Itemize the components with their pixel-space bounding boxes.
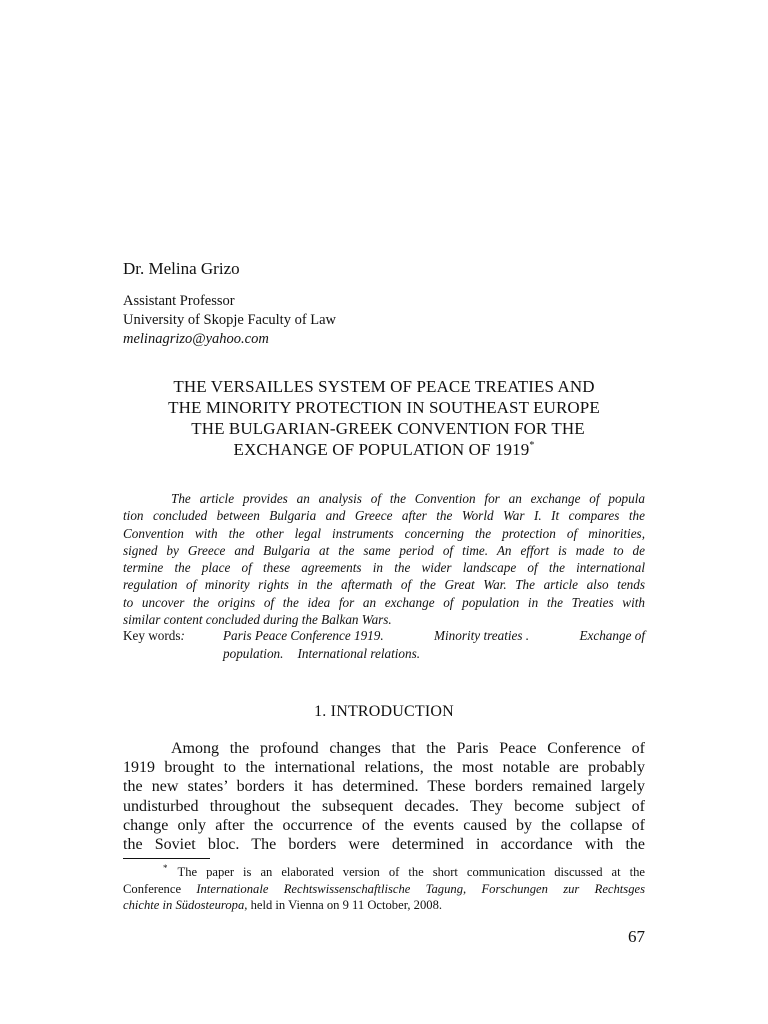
page-number: 67 [628, 927, 645, 946]
footnote-line [123, 881, 645, 898]
abstract-line: tion concluded between Bulgaria and Greece after the World War I. It compares the [123, 508, 645, 524]
body-paragraph [123, 739, 645, 854]
title-line-last [120, 439, 648, 460]
keywords-label-wrap [123, 627, 185, 645]
abstract-line: The article provides an analysis of the Convention for an exchange of popula [171, 491, 645, 506]
footnote-text: The paper is an elaborated version of the short communication discussed at the [177, 865, 645, 879]
body-line: undisturbed throughout the subsequent decades. They become subject of [123, 797, 645, 815]
body-line: the new states’ borders it has determined. These borders remained largely [123, 778, 645, 796]
abstract-line: similar content concluded during the Balkan Wars. [123, 612, 392, 628]
footnote-text: , held in Vienna on 9 11 October, 2008. [244, 898, 443, 912]
keyword-item: Exchange of [579, 628, 645, 643]
author-institution: University of Skopje Faculty of Law [123, 312, 337, 328]
keywords-line [223, 627, 645, 645]
footnote-conference-title: chichte in Südosteuropa [123, 898, 245, 912]
footnote-conference-title: Internationale Rechtswissenschaftlische Tagung, Forschungen zur Rechtsges [196, 881, 645, 896]
footnote [123, 864, 645, 914]
body-line: 1919 brought to the international relations, the most notable are probably [123, 759, 645, 777]
author-name: Dr. Melina Grizo [123, 259, 240, 278]
abstract-line: signed by Greece and Bulgaria at the same period of time. An effort is made to de [123, 542, 645, 558]
body-line: the Soviet bloc. The borders were determined in accordance with the [123, 836, 645, 854]
keywords-line [223, 645, 645, 663]
keywords-label: Key words [123, 628, 181, 643]
keyword-item: Minority treaties . [434, 628, 530, 643]
author-affiliation [123, 292, 336, 349]
footnote-text: Conference [123, 881, 197, 896]
title-line: THE VERSAILLES SYSTEM OF PEACE TREATIES AND [173, 377, 595, 396]
title-footnote-marker: * [529, 440, 535, 451]
abstract-line: Convention with the other legal instruments concerning the protection of minorities, [123, 525, 645, 541]
keyword-item: International relations. [297, 646, 421, 661]
title-line: THE MINORITY PROTECTION IN SOUTHEAST EUROPE [168, 398, 600, 417]
abstract-line: to uncover the origins of the idea for an exchange of population in the Treaties with [123, 594, 645, 610]
author-email: melinagrizo@yahoo.com [123, 331, 269, 347]
abstract [123, 490, 645, 628]
body-line: Among the profound changes that the Paris Peace Conference of [171, 740, 645, 757]
keywords-colon: : [180, 628, 185, 643]
title-line: THE BULGARIAN-GREEK CONVENTION FOR THE [191, 419, 585, 438]
footnote-line [123, 897, 645, 914]
keyword-item: Paris Peace Conference 1919. [223, 628, 384, 643]
abstract-line: termine the place of these agreements in the wider landscape of the international [123, 560, 645, 576]
section-heading: 1. INTRODUCTION [314, 703, 454, 720]
footnote-marker: * [163, 863, 168, 873]
title-line: EXCHANGE OF POPULATION OF 1919 [233, 440, 530, 459]
article-title [120, 376, 648, 460]
author-position: Assistant Professor [123, 293, 235, 309]
abstract-line: regulation of minority rights in the aftermath of the Great War. The article also tends [123, 577, 645, 593]
keywords-list [223, 627, 645, 663]
keyword-item: population. [223, 646, 284, 661]
footnote-line [123, 864, 645, 881]
body-line: change only after the occurrence of the events caused by the collapse of [123, 816, 645, 834]
footnote-rule [123, 858, 210, 859]
